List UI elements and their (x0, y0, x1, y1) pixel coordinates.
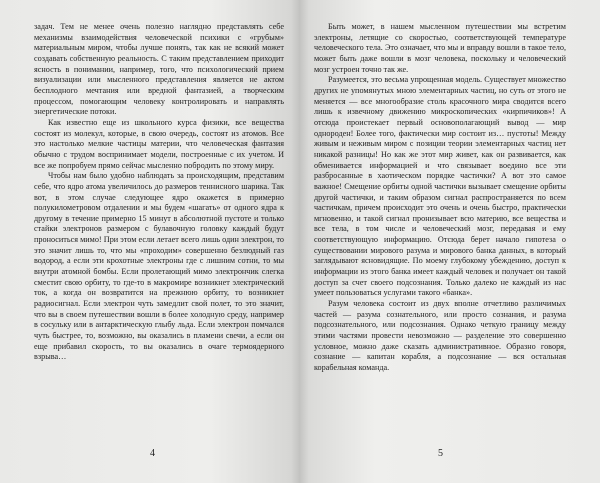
paragraph: задач. Тем не менее очень полезно наглядно представлять себе механизмы взаимодействия человеческой психики с «грубым» материальным миром, чтобы лучше понять, так как не всякий может создавать собственную реальность. С таким представлением приходит ясность в понимании, например, того, что психологический прием визуализации или мысленного представления является не актом бесплодного мечтания или вредной фантазией, а творческим процессом, помогающим человеку контролировать и направлять энергетические потоки. (34, 22, 284, 117)
page-number: 4 (150, 448, 155, 459)
right-page (300, 0, 600, 483)
paragraph: Чтобы нам было удобно наблюдать за происходящим, представим себе, что ядро атома увеличилось до размеров теннисного шарика. Так вот, в этом случае следующее ядро окажется в примерно полукилометровом отдалении и мы будем «шагать» от одного ядра к другому в течение примерно 15 минут в абсолютной пустоте и только стайки электронов размером с булавочную головку каждый будут проноситься мимо! При этом если летает всего лишь один электрон, то это значит лишь то, что мы «проходим» совершенно безлюдный газ водород, а если эти крохотные электроны где с лишним сотни, то мы внутри атомной бомбы. Если пролетающий мимо электрончик слегка сместит свою орбиту, то где-то в макромире возникнет электрический ток, а когда он возвратится на прежнюю орбиту, то возникнет радиосигнал. Если электрон чуть замедлит свой полет, то это значит, что вы в своем путешествии вошли в более холодную среду, например в сосульку или в антарктическую глыбу льда. Если электрон помчался чуть быстрее, то, возможно, вы оказались в пламени свечи, а если он еще прибавил скорость, то вы оказались в очаге термоядерного взрыва… (34, 171, 284, 362)
paragraph: Как известно еще из школьного курса физики, все вещества состоят из молекул, которые, в свою очередь, состоят из атомов. Все это настолько мелкие частицы материи, что человеческая фантазия обычно с трудом воспринимает модели, построенные с их учетом. И все же попробуем прямо сейчас мысленно побродить по этому миру. (34, 117, 284, 170)
paragraph: Разумеется, это весьма упрощенная модель. Существует множество других не упомянутых мною элементарных частиц, но суть от этого не меняется — все многообразие столь красочного мира сводится всего лишь к извечному движению микроскопических «кирпичиков»! А отсюда проистекает первый основополагающий вывод — мир однороден! Более того, фактически мир состоит из… пустоты! Между живым и неживым миром с позиции теории элементарных частиц нет никакой разницы! Но как же этот мир живет, как он развивается, как обменивается информацией и что связывает воедино все эти разбросанные в хаотическом порядке частички? А вот это самое важное! Смещение орбиты одной частички вызывает смещение орбиты другой частички, и таким образом сигнал распространяется по всем частичкам, причем происходит это очень и очень быстро, практически мгновенно, и такой сигнал пронизывает всю материю, все вещества и все тела, в том числе и человеческий мозг, передавая и ему соответствующую информацию. Отсюда берет начало гипотеза о существовании мирового разума и мирового банка данных, в который заглядывают ясновидящие. По моему глубокому убеждению, доступ к информации из этого банка имеет каждый человек и получает он такой доступ за счет своего подсознания. Только далеко не каждый из нас умеет пользоваться услугами такого «банка». (314, 75, 566, 298)
right-page-text (314, 22, 566, 374)
paragraph: Быть может, в нашем мысленном путешествии мы встретим электроны, летящие со скоростью, соответствующей температуре человеческого тела. Это означает, что мы и вправду вошли в такое тело, может быть даже вошли в мозг человека, поскольку и человеческий мозг устроен точно так же. (314, 22, 566, 74)
left-page-text (34, 22, 284, 363)
paragraph: Разум человека состоит из двух вполне отчетливо различимых частей — разума сознательного, или просто сознания, и разума подсознательного, или подсознания. Однако четкую границу между этими частями провести невозможно — разделение это совершенно условное, можно даже сказать административное. Образно говоря, сознание — капитан корабля, а подсознание — вся остальная корабельная команда. (314, 299, 566, 372)
page-number: 5 (438, 448, 443, 459)
